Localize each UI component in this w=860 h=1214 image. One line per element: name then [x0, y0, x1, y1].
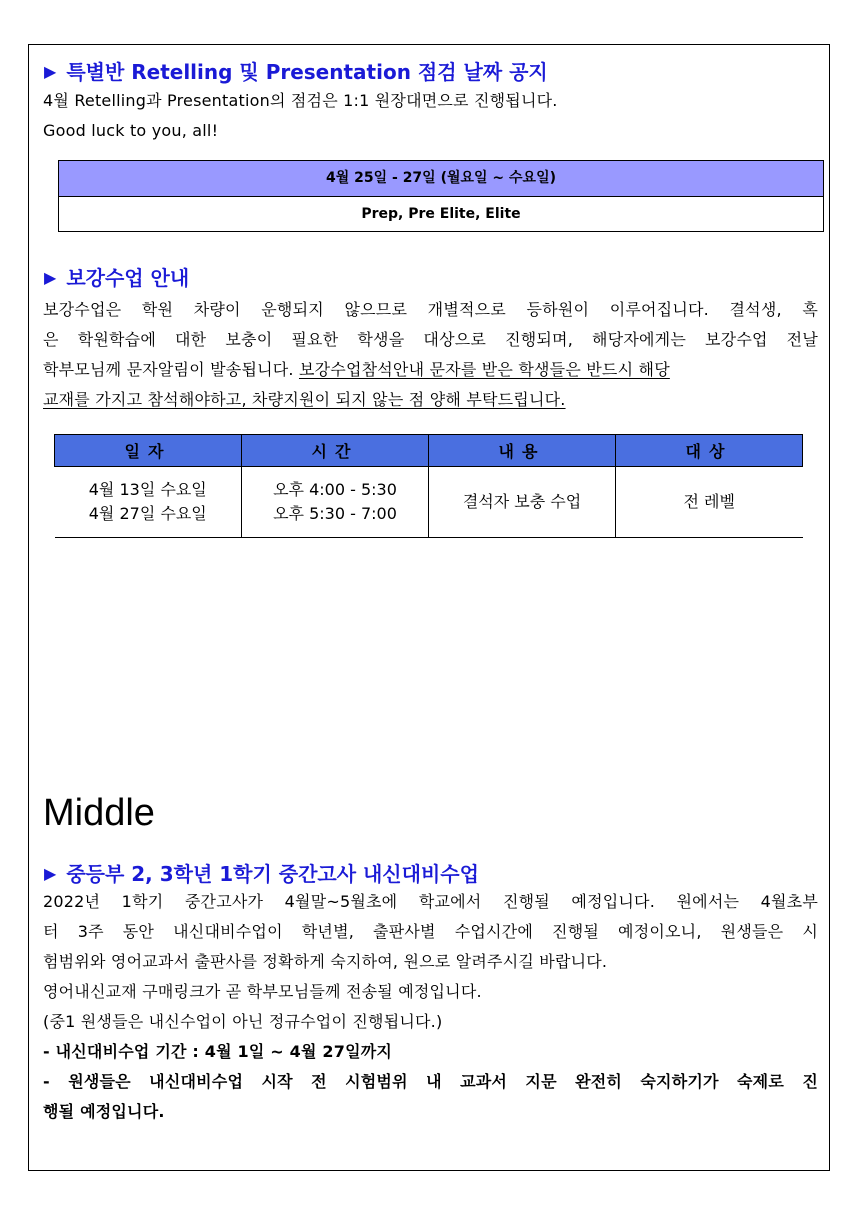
section2-line-3-underlined: 보강수업참석안내 문자를 받은 학생들은 반드시 해당	[298, 360, 670, 379]
check-date-table	[58, 160, 824, 232]
header-time: 시간	[241, 435, 428, 467]
section2-line-3-plain: 학부모님께 문자알림이 발송됩니다.	[43, 360, 299, 379]
table-row	[55, 467, 803, 538]
table-header-row	[55, 435, 803, 467]
time-1: 오후 4:00 - 5:30	[273, 480, 397, 499]
cell-target: 전 레벨	[615, 467, 802, 538]
middle-title: Middle	[43, 792, 155, 834]
section3-line-4: 영어내신교재 구매링크가 곧 학부모님들께 전송될 예정입니다.	[43, 982, 482, 1001]
cell-times	[241, 467, 428, 538]
triangle-right-icon: ▶	[44, 268, 57, 287]
triangle-right-icon: ▶	[44, 864, 57, 883]
section2-heading	[44, 262, 189, 291]
time-2: 오후 5:30 - 7:00	[273, 504, 397, 523]
section3-line-5: (중1 원생들은 내신수업이 아닌 정규수업이 진행됩니다.)	[43, 1012, 443, 1031]
header-date: 일자	[55, 435, 242, 467]
section3-line-2: 터 3주 동안 내신대비수업이 학년별, 출판사별 수업시간에 진행될 예정이오니, 원생들은 시	[43, 922, 818, 941]
header-target: 대상	[615, 435, 802, 467]
section3-bold-line-1: - 내신대비수업 기간 : 4월 1일 ~ 4월 27일까지	[43, 1042, 393, 1061]
check-class-row: Prep, Pre Elite, Elite	[59, 197, 823, 231]
check-date-row: 4월 25일 - 27일 (월요일 ~ 수요일)	[59, 161, 823, 197]
section2-heading-text: 보강수업 안내	[66, 266, 190, 290]
makeup-class-table	[54, 434, 803, 538]
section1-line-2: Good luck to you, all!	[43, 121, 219, 140]
section3-line-3: 험범위와 영어교과서 출판사를 정확하게 숙지하여, 원으로 알려주시길 바랍니다.	[43, 952, 608, 971]
section2-line-4: 교재를 가지고 참석해야하고, 차량지원이 되지 않는 점 양해 부탁드립니다.	[43, 390, 566, 409]
section1-line-1: 4월 Retelling과 Presentation의 점검은 1:1 원장대면으로 진행됩니다.	[43, 91, 558, 110]
date-1: 4월 13일 수요일	[88, 480, 207, 499]
section3-bold-line-2: - 원생들은 내신대비수업 시작 전 시험범위 내 교과서 지문 완전히 숙지하기가 숙제로 진	[43, 1072, 818, 1091]
section3-heading-text: 중등부 2, 3학년 1학기 중간고사 내신대비수업	[66, 862, 479, 886]
section1-heading-text: 특별반 Retelling 및 Presentation 점검 날짜 공지	[66, 60, 548, 84]
section2-line-1: 보강수업은 학원 차량이 운행되지 않으므로 개별적으로 등하원이 이루어집니다. 결석생, 혹	[43, 300, 818, 319]
header-content: 내용	[429, 435, 616, 467]
date-2: 4월 27일 수요일	[88, 504, 207, 523]
cell-content: 결석자 보충 수업	[429, 467, 616, 538]
section1-heading	[44, 56, 548, 85]
cell-dates	[55, 467, 242, 538]
section2-line-3	[43, 355, 818, 385]
triangle-right-icon: ▶	[44, 62, 57, 81]
section3-bold-line-3: 행될 예정입니다.	[43, 1102, 165, 1121]
section3-heading	[44, 858, 479, 887]
section2-line-2: 은 학원학습에 대한 보충이 필요한 학생을 대상으로 진행되며, 해당자에게는 보강수업 전날	[43, 330, 818, 349]
section3-line-1: 2022년 1학기 중간고사가 4월말~5월초에 학교에서 진행될 예정입니다. 원에서는 4월초부	[43, 892, 818, 911]
